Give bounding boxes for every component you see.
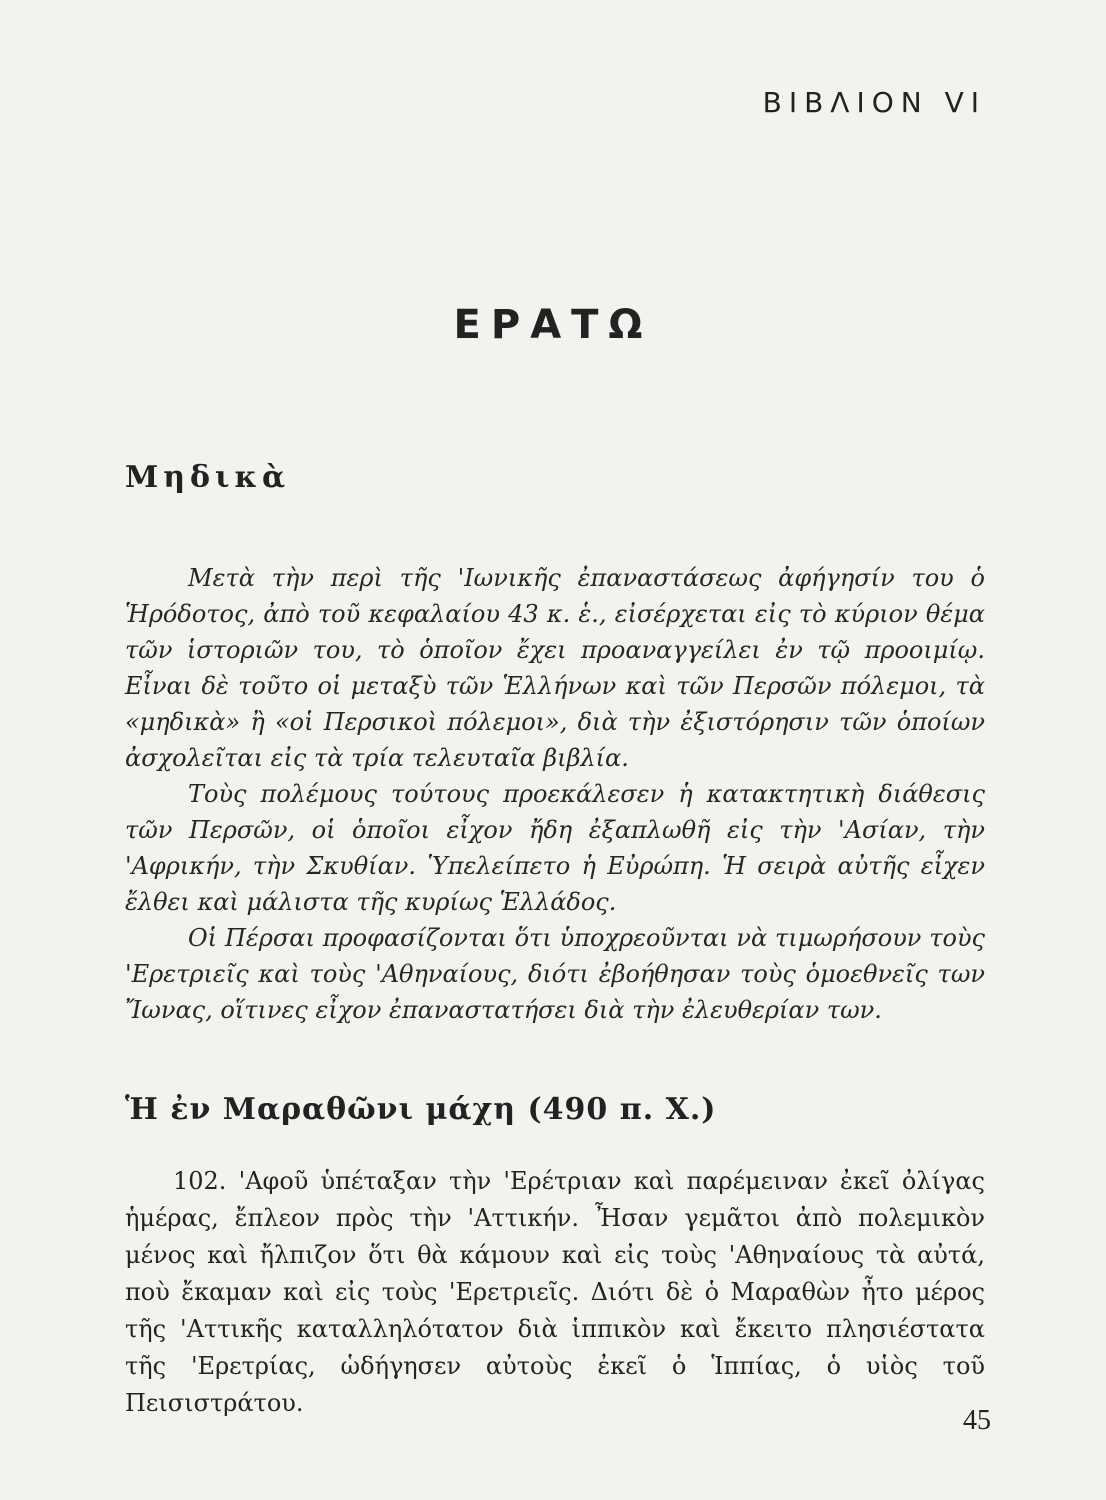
intro-paragraph: Τοὺς πολέμους τούτους προεκάλεσεν ἡ κατακτητικὴ διάθεσις τῶν Περσῶν, οἱ ὁποῖοι εἶχον ἤδη ἐξαπλωθῆ εἰς τὴν 'Ασίαν, τὴν 'Αφρικήν, τὴν Σκυθίαν. Ὑπελείπετο ἡ Εὐρώπη. Ἡ σειρὰ αὐτῆς εἶχεν ἔλθει καὶ μάλιστα τῆς κυρίως Ἑλλάδος. <box>125 780 985 916</box>
book-label: ΒΙΒΛΙΟΝ VI <box>762 86 986 119</box>
intro-text <box>125 560 985 1028</box>
book-title: ΕΡΑΤΩ <box>453 302 653 348</box>
intro-paragraph: Οἱ Πέρσαι προφασίζονται ὅτι ὑποχρεοῦνται νὰ τιμωρήσουν τοὺς 'Ερετριεῖς καὶ τοὺς 'Αθηναίους, διότι ἐβοήθησαν τοὺς ὁμοεθνεῖς των Ἴωνας, οἵτινες εἶχον ἐπαναστατήσει διὰ τὴν ἐλευθερίαν των. <box>125 924 985 1024</box>
intro-paragraph: Μετὰ τὴν περὶ τῆς 'Ιωνικῆς ἐπαναστάσεως ἀφήγησίν του ὁ Ἡρόδοτος, ἀπὸ τοῦ κεφαλαίου 43 κ. ἑ., εἰσέρχεται εἰς τὸ κύριον θέμα τῶν ἱστοριῶν του, τὸ ὁποῖον ἔχει προαναγγείλει ἐν τῷ προοιμίῳ. Εἶναι δὲ τοῦτο οἱ μεταξὺ τῶν Ἑλλήνων καὶ τῶν Περσῶν πόλεμοι, τὰ «μηδικὰ» ἢ «οἱ Περσικοὶ πόλεμοι», διὰ τὴν ἐξιστόρησιν τῶν ὁποίων ἀσχολεῖται εἰς τὰ τρία τελευταῖα βιβλία. <box>125 564 985 772</box>
section-heading-medika: Μηδικὰ <box>125 460 291 495</box>
body-text <box>125 1163 985 1422</box>
section-heading-marathon: Ἡ ἐν Μαραθῶνι μάχη (490 π. Χ.) <box>125 1092 717 1127</box>
body-paragraph: 102. 'Αφοῦ ὑπέταξαν τὴν 'Ερέτριαν καὶ παρέμειναν ἐκεῖ ὀλίγας ἡμέρας, ἔπλεον πρὸς τὴν 'Αττικήν. Ἦσαν γεμᾶτοι ἀπὸ πολεμικὸν μένος καὶ ἤλπιζον ὅτι θὰ κάμουν καὶ εἰς τοὺς 'Αθηναίους τὰ αὐτά, ποὺ ἔκαμαν καὶ εἰς τοὺς 'Ερετριεῖς. Διότι δὲ ὁ Μαραθὼν ἦτο μέρος τῆς 'Αττικῆς καταλληλότατον διὰ ἱππικὸν καὶ ἔκειτο πλησιέστατα τῆς 'Ερετρίας, ὡδήγησεν αὐτοὺς ἐκεῖ ὁ Ἱππίας, ὁ υἱὸς τοῦ Πεισιστράτου. <box>125 1167 985 1417</box>
page-number: 45 <box>963 1405 991 1436</box>
